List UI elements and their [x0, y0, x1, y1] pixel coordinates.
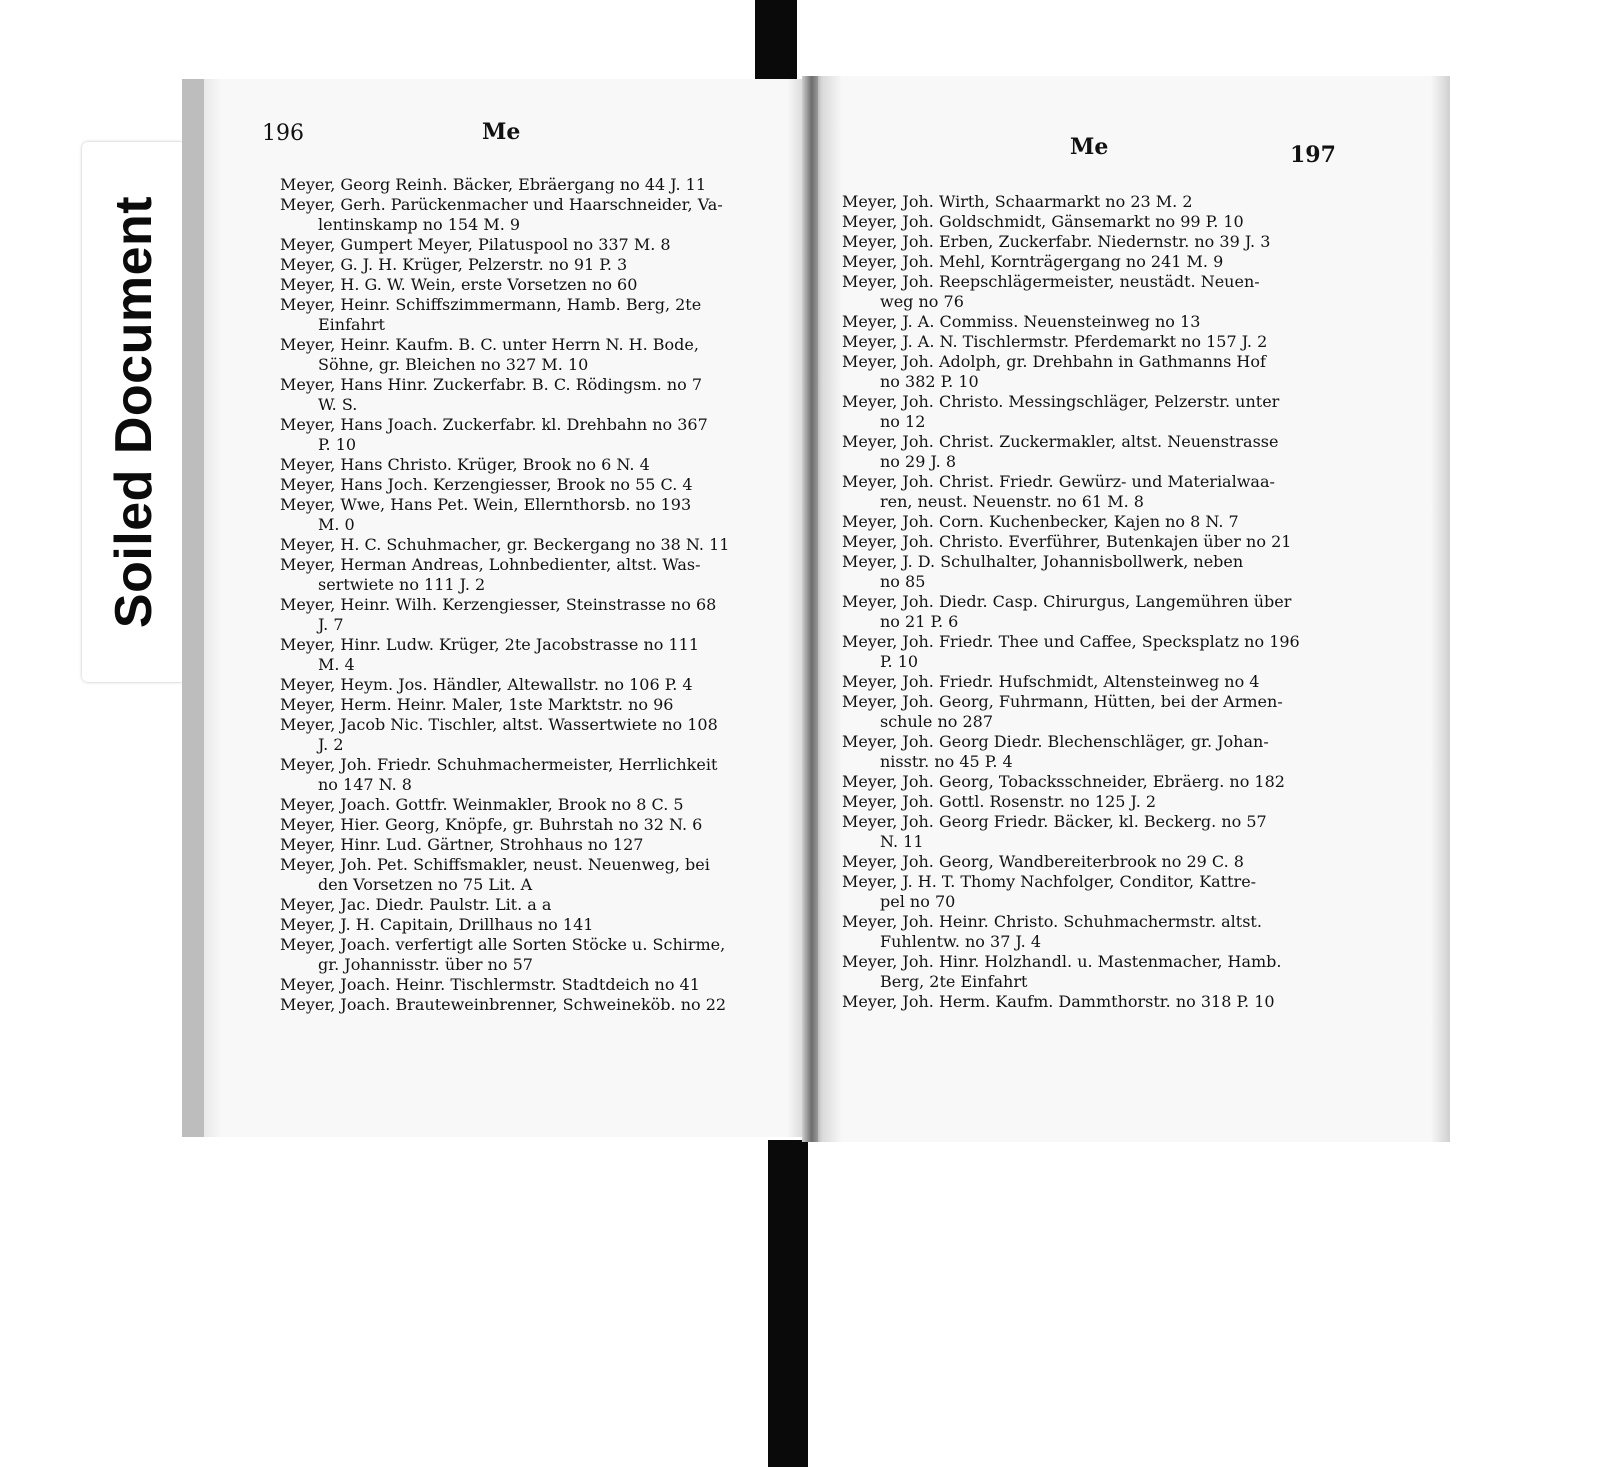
entry-line: Meyer, Hier. Georg, Knöpfe, gr. Buhrstah no 32 N. 6: [280, 815, 703, 834]
entry-line: Meyer, Hans Joch. Kerzengiesser, Brook no 55 C. 4: [280, 475, 693, 494]
entry-continuation: W. S.: [318, 395, 358, 414]
entry-line: Meyer, Joh. Christo. Messingschläger, Pelzerstr. unter: [842, 392, 1280, 411]
entry-line: Meyer, Joach. Gottfr. Weinmakler, Brook no 8 C. 5: [280, 795, 684, 814]
directory-entry: [280, 995, 780, 1015]
right-entries: [842, 192, 1342, 1012]
directory-entry: [842, 232, 1342, 252]
entry-line: Meyer, Jac. Diedr. Paulstr. Lit. a a: [280, 895, 552, 914]
directory-entry: [842, 792, 1342, 812]
entry-line: Meyer, H. C. Schuhmacher, gr. Beckergang no 38 N. 11: [280, 535, 730, 554]
entry-line: Meyer, Joh. Adolph, gr. Drehbahn in Gathmanns Hof: [842, 352, 1266, 371]
directory-entry: [842, 692, 1342, 732]
directory-entry: [842, 352, 1342, 392]
entry-line: Meyer, Heinr. Schiffszimmermann, Hamb. Berg, 2te: [280, 295, 702, 314]
binder-clip-bottom: [768, 1140, 808, 1467]
directory-entry: [280, 695, 780, 715]
left-page: [182, 79, 812, 1137]
entry-continuation: no 147 N. 8: [318, 775, 412, 794]
entry-continuation: Berg, 2te Einfahrt: [880, 972, 1028, 991]
stamp-label: Soiled Document: [105, 195, 163, 629]
directory-entry: [280, 855, 780, 895]
entry-line: Meyer, Hinr. Lud. Gärtner, Strohhaus no 127: [280, 835, 644, 854]
directory-entry: [842, 192, 1342, 212]
entry-continuation: lentinskamp no 154 M. 9: [318, 215, 521, 234]
entry-line: Meyer, H. G. W. Wein, erste Vorsetzen no 60: [280, 275, 638, 294]
entry-line: Meyer, Joh. Pet. Schiffsmakler, neust. Neuenweg, bei: [280, 855, 710, 874]
directory-entry: [280, 835, 780, 855]
directory-entry: [280, 195, 780, 235]
entry-continuation: Fuhlentw. no 37 J. 4: [880, 932, 1041, 951]
directory-entry: [280, 675, 780, 695]
entry-line: Meyer, Joh. Diedr. Casp. Chirurgus, Langemühren über: [842, 592, 1292, 611]
entry-continuation: M. 0: [318, 515, 355, 534]
directory-entry: [842, 852, 1342, 872]
directory-entry: [280, 915, 780, 935]
entry-continuation: no 29 J. 8: [880, 452, 956, 471]
left-entries: [280, 175, 780, 1015]
entry-line: Meyer, Joh. Goldschmidt, Gänsemarkt no 99 P. 10: [842, 212, 1244, 231]
entry-line: Meyer, Joh. Heinr. Christo. Schuhmachermstr. altst.: [842, 912, 1262, 931]
entry-continuation: J. 2: [318, 735, 344, 754]
entry-line: Meyer, G. J. H. Krüger, Pelzerstr. no 91 P. 3: [280, 255, 628, 274]
directory-entry: [280, 255, 780, 275]
directory-entry: [280, 475, 780, 495]
directory-entry: [842, 952, 1342, 992]
entry-line: Meyer, Joh. Hinr. Holzhandl. u. Mastenmacher, Hamb.: [842, 952, 1282, 971]
entry-continuation: den Vorsetzen no 75 Lit. A: [318, 875, 533, 894]
page-number-left: 196: [262, 121, 304, 146]
entry-line: Meyer, Herm. Heinr. Maler, 1ste Marktstr. no 96: [280, 695, 674, 714]
entry-continuation: no 21 P. 6: [880, 612, 959, 631]
entry-line: Meyer, J. H. Capitain, Drillhaus no 141: [280, 915, 594, 934]
entry-line: Meyer, Joh. Georg, Fuhrmann, Hütten, bei der Armen-: [842, 692, 1283, 711]
directory-entry: [280, 375, 780, 415]
entry-line: Meyer, Joh. Friedr. Hufschmidt, Altensteinweg no 4: [842, 672, 1260, 691]
entry-line: Meyer, Hans Hinr. Zuckerfabr. B. C. Rödingsm. no 7: [280, 375, 703, 394]
directory-entry: [280, 895, 780, 915]
running-head-right: Me: [1070, 134, 1109, 160]
directory-entry: [280, 815, 780, 835]
entry-line: Meyer, Wwe, Hans Pet. Wein, Ellernthorsb. no 193: [280, 495, 692, 514]
directory-entry: [280, 555, 780, 595]
entry-line: Meyer, Joh. Gottl. Rosenstr. no 125 J. 2: [842, 792, 1157, 811]
directory-entry: [842, 532, 1342, 552]
right-page: [812, 76, 1450, 1142]
directory-entry: [280, 335, 780, 375]
entry-continuation: nisstr. no 45 P. 4: [880, 752, 1013, 771]
entry-continuation: P. 10: [880, 652, 919, 671]
directory-entry: [842, 392, 1342, 432]
entry-line: Meyer, Joh. Wirth, Schaarmarkt no 23 M. 2: [842, 192, 1193, 211]
directory-entry: [280, 595, 780, 635]
directory-entry: [842, 332, 1342, 352]
entry-line: Meyer, Joh. Christ. Friedr. Gewürz- und Materialwaa-: [842, 472, 1275, 491]
entry-continuation: Söhne, gr. Bleichen no 327 M. 10: [318, 355, 589, 374]
directory-entry: [280, 755, 780, 795]
directory-entry: [842, 312, 1342, 332]
directory-entry: [280, 295, 780, 335]
directory-entry: [842, 472, 1342, 512]
entry-line: Meyer, Hans Christo. Krüger, Brook no 6 N. 4: [280, 455, 650, 474]
directory-entry: [842, 632, 1342, 672]
entry-line: Meyer, Joh. Herm. Kaufm. Dammthorstr. no 318 P. 10: [842, 992, 1275, 1011]
entry-continuation: Einfahrt: [318, 315, 385, 334]
directory-entry: [842, 672, 1342, 692]
entry-continuation: schule no 287: [880, 712, 994, 731]
entry-line: Meyer, Joh. Christ. Zuckermakler, altst. Neuenstrasse: [842, 432, 1279, 451]
entry-continuation: no 12: [880, 412, 926, 431]
entry-continuation: no 85: [880, 572, 926, 591]
entry-continuation: no 382 P. 10: [880, 372, 979, 391]
entry-continuation: J. 7: [318, 615, 344, 634]
directory-entry: [842, 912, 1342, 952]
directory-entry: [280, 455, 780, 475]
entry-continuation: P. 10: [318, 435, 357, 454]
entry-line: Meyer, Herman Andreas, Lohnbedienter, altst. Was-: [280, 555, 701, 574]
entry-line: Meyer, Jacob Nic. Tischler, altst. Wassertwiete no 108: [280, 715, 718, 734]
directory-entry: [842, 512, 1342, 532]
directory-entry: [842, 212, 1342, 232]
entry-line: Meyer, Heinr. Kaufm. B. C. unter Herrn N. H. Bode,: [280, 335, 699, 354]
directory-entry: [280, 175, 780, 195]
directory-entry: [842, 272, 1342, 312]
entry-line: Meyer, Joh. Christo. Everführer, Butenkajen über no 21: [842, 532, 1292, 551]
directory-entry: [280, 975, 780, 995]
entry-continuation: ren, neust. Neuenstr. no 61 M. 8: [880, 492, 1144, 511]
entry-line: Meyer, Joh. Georg Diedr. Blechenschläger, gr. Johan-: [842, 732, 1269, 751]
entry-line: Meyer, Hinr. Ludw. Krüger, 2te Jacobstrasse no 111: [280, 635, 699, 654]
soiled-document-stamp: [82, 142, 186, 682]
entry-continuation: sertwiete no 111 J. 2: [318, 575, 486, 594]
directory-entry: [842, 732, 1342, 772]
entry-line: Meyer, Heinr. Wilh. Kerzengiesser, Steinstrasse no 68: [280, 595, 717, 614]
directory-entry: [842, 432, 1342, 472]
entry-line: Meyer, Georg Reinh. Bäcker, Ebräergang no 44 J. 11: [280, 175, 706, 194]
directory-entry: [280, 275, 780, 295]
entry-line: Meyer, Gumpert Meyer, Pilatuspool no 337 M. 8: [280, 235, 671, 254]
directory-entry: [280, 495, 780, 535]
directory-entry: [280, 715, 780, 755]
entry-continuation: pel no 70: [880, 892, 956, 911]
directory-entry: [280, 235, 780, 255]
entry-line: Meyer, Joach. verfertigt alle Sorten Stöcke u. Schirme,: [280, 935, 726, 954]
entry-continuation: gr. Johannisstr. über no 57: [318, 955, 533, 974]
directory-entry: [280, 535, 780, 555]
entry-line: Meyer, J. A. N. Tischlermstr. Pferdemarkt no 157 J. 2: [842, 332, 1268, 351]
directory-entry: [280, 935, 780, 975]
page-number-right: 197: [1290, 142, 1336, 168]
directory-entry: [842, 872, 1342, 912]
entry-line: Meyer, Heym. Jos. Händler, Altewallstr. no 106 P. 4: [280, 675, 693, 694]
entry-line: Meyer, Joh. Georg, Wandbereiterbrook no 29 C. 8: [842, 852, 1244, 871]
entry-line: Meyer, Joh. Reepschlägermeister, neustädt. Neuen-: [842, 272, 1260, 291]
entry-continuation: N. 11: [880, 832, 924, 851]
entry-line: Meyer, Joach. Brauteweinbrenner, Schweineköb. no 22: [280, 995, 727, 1014]
entry-line: Meyer, Joach. Heinr. Tischlermstr. Stadtdeich no 41: [280, 975, 700, 994]
running-head-left: Me: [482, 119, 521, 145]
entry-line: Meyer, Joh. Georg, Tobacksschneider, Ebräerg. no 182: [842, 772, 1285, 791]
entry-line: Meyer, Joh. Erben, Zuckerfabr. Niedernstr. no 39 J. 3: [842, 232, 1271, 251]
entry-line: Meyer, J. H. T. Thomy Nachfolger, Conditor, Kattre-: [842, 872, 1257, 891]
entry-line: Meyer, Hans Joach. Zuckerfabr. kl. Drehbahn no 367: [280, 415, 708, 434]
directory-entry: [280, 635, 780, 675]
entry-line: Meyer, Joh. Mehl, Kornträgergang no 241 M. 9: [842, 252, 1224, 271]
directory-entry: [842, 812, 1342, 852]
entry-line: Meyer, J. A. Commiss. Neuensteinweg no 13: [842, 312, 1201, 331]
entry-line: Meyer, Gerh. Parückenmacher und Haarschneider, Va-: [280, 195, 723, 214]
directory-entry: [842, 772, 1342, 792]
directory-entry: [280, 795, 780, 815]
entry-continuation: weg no 76: [880, 292, 964, 311]
entry-line: Meyer, J. D. Schulhalter, Johannisbollwerk, neben: [842, 552, 1244, 571]
directory-entry: [842, 592, 1342, 632]
open-book: [182, 76, 1458, 1142]
directory-entry: [280, 415, 780, 455]
directory-entry: [842, 552, 1342, 592]
entry-continuation: M. 4: [318, 655, 355, 674]
entry-line: Meyer, Joh. Friedr. Thee und Caffee, Specksplatz no 196: [842, 632, 1300, 651]
directory-entry: [842, 252, 1342, 272]
entry-line: Meyer, Joh. Corn. Kuchenbecker, Kajen no 8 N. 7: [842, 512, 1239, 531]
entry-line: Meyer, Joh. Friedr. Schuhmachermeister, Herrlichkeit: [280, 755, 718, 774]
entry-line: Meyer, Joh. Georg Friedr. Bäcker, kl. Beckerg. no 57: [842, 812, 1267, 831]
directory-entry: [842, 992, 1342, 1012]
book-gutter: [802, 76, 818, 1142]
